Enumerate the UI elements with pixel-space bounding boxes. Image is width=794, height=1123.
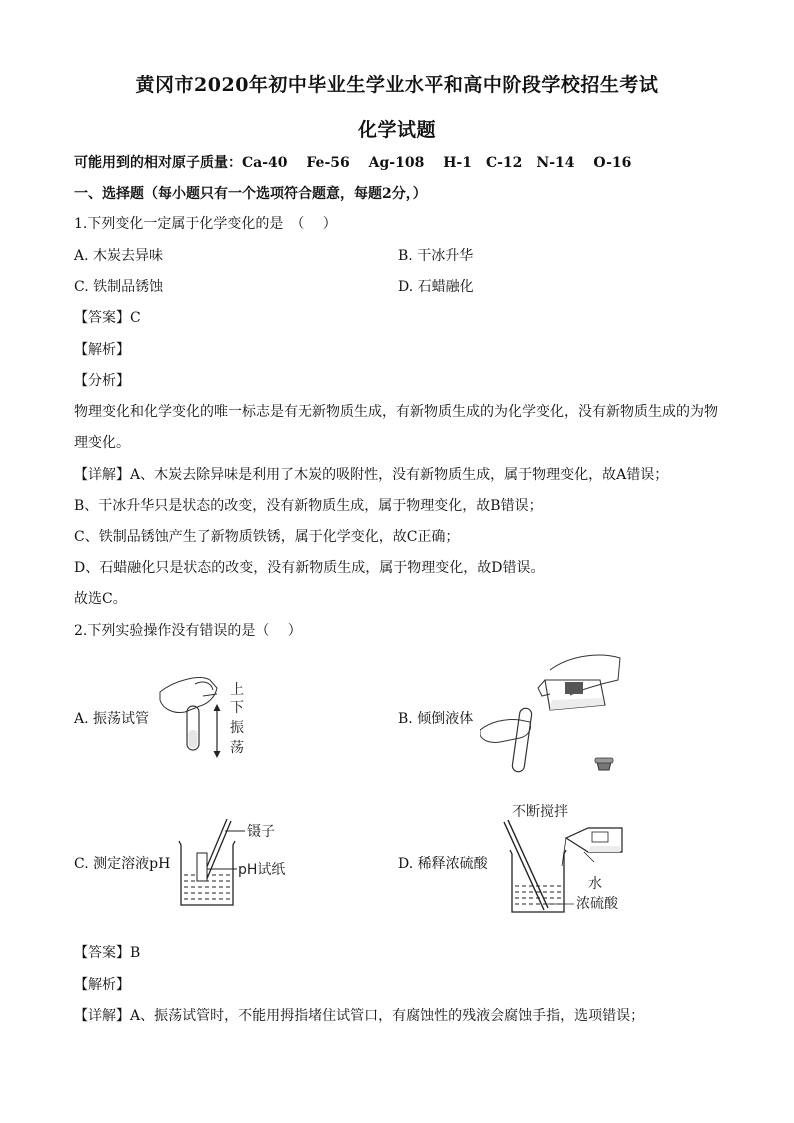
q1-fenxi-tag: 【分析】 [74,373,130,389]
pouring-liquid-figure [480,650,630,775]
ph-measurement-figure [175,815,295,910]
q1-option-a: A. 木炭去异味 [74,248,164,264]
fig-a-label-2: 下 [230,700,244,716]
q1-detail-a: 【详解】A、木炭去除异味是利用了木炭的吸附性，没有新物质生成，属于物理变化，故A错误； [74,467,669,483]
fig-d-water-label: 水 [588,876,602,892]
q2-answer: 【答案】B [74,945,141,961]
fig-c-tweezers-label: 镊子 [247,824,275,840]
q1-conclusion: 故选C。 [74,591,127,607]
question-1-stem: 1.下列变化一定属于化学变化的是 （ ） [74,216,337,232]
q1-detail-c: C、铁制品锈蚀产生了新物质铁锈，属于化学变化，故C正确； [74,529,460,545]
q1-answer: 【答案】C [74,310,141,326]
fig-a-label-1: 上 [230,682,244,698]
q2-option-c: C. 测定溶液pH [74,856,171,872]
q1-detail-b: B、干冰升华只是状态的改变，没有新物质生成，属于物理变化，故B错误； [74,498,543,514]
q2-option-d: D. 稀释浓硫酸 [398,856,488,872]
fig-d-acid-label: 浓硫酸 [576,896,618,912]
fig-c-ph-paper-label: pH试纸 [238,862,286,878]
q1-detail-d: D、石蜡融化只是状态的改变，没有新物质生成，属于物理变化，故D错误。 [74,560,545,576]
exam-subtitle: 化学试题 [357,119,436,141]
fig-a-label-4: 荡 [230,740,244,756]
q1-analysis-tag: 【解析】 [74,342,130,358]
fig-a-label-3: 振 [230,720,244,736]
dilute-sulfuric-acid-figure [496,800,636,920]
q2-analysis-tag: 【解析】 [74,977,130,993]
section-heading: 一、选择题（每小题只有一个选项符合题意，每题2分，） [74,186,427,202]
atomic-masses-line: 可能用到的相对原子质量：Ca-40 Fe-56 Ag-108 H-1 C-12 N-14 O-16 [74,155,632,171]
exam-title: 黄冈市2020年初中毕业生学业水平和高中阶段学校招生考试 [135,74,659,96]
shaking-test-tube-figure [155,670,255,762]
q1-option-d: D. 石蜡融化 [398,279,474,295]
q1-fenxi-line1: 物理变化和化学变化的唯一标志是有无新物质生成，有新物质生成的为化学变化，没有新物质生成的为物 [74,404,718,420]
q1-fenxi-line2: 理变化。 [74,435,130,451]
q1-option-c: C. 铁制品锈蚀 [74,279,164,295]
q2-option-b: B. 倾倒液体 [398,711,474,727]
question-2-stem: 2.下列实验操作没有错误的是（ ） [74,623,302,639]
q2-detail-a: 【详解】A、振荡试管时，不能用拇指堵住试管口，有腐蚀性的残液会腐蚀手指，选项错误； [74,1008,645,1024]
q2-option-a: A. 振荡试管 [74,711,150,727]
fig-d-stir-label: 不断搅拌 [512,804,568,820]
q1-option-b: B. 干冰升华 [398,248,474,264]
